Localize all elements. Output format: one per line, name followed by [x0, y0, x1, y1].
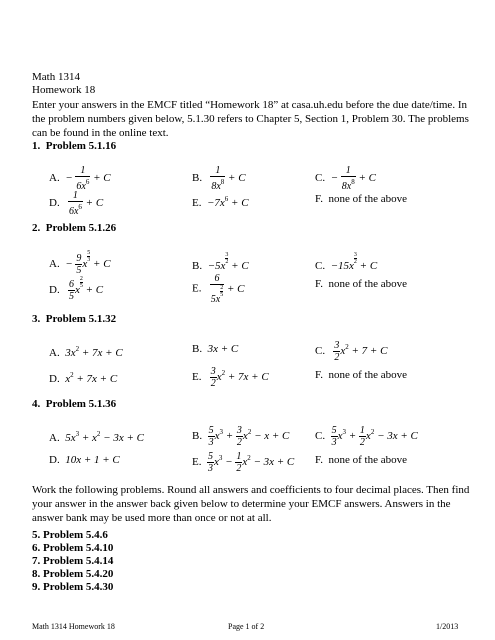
p2-choice-c: C. −15x $\frac{3}{2}$ + C	[315, 252, 378, 272]
p4-choice-b: B. $\frac{5}{3}$ $x^3$ + $\frac{3}{2}$ $x^2 - x + C$	[192, 425, 290, 448]
problem-3-heading: 3. Problem 5.1.32	[32, 313, 117, 325]
p3-choice-f: F. none of the above	[315, 369, 407, 381]
problem-2-heading: 2. Problem 5.1.26	[32, 222, 117, 234]
p2-choice-d: D. $\frac{6}{5}$ x $\frac{2}{5}$ + C	[49, 276, 104, 302]
work-problem-6: 6. Problem 5.4.10	[32, 542, 114, 554]
work-instructions: Work the following problems. Round all answers and coefficients to four decimal places. Then find your answer in the answer back given below to determine your EMCF answers. Answers in the answer bank may be used more than once or not at all.	[32, 484, 470, 524]
footer-page-number: Page 1 of 2	[228, 622, 265, 631]
p2-choice-f: F. none of the above	[315, 278, 407, 290]
problem-title: Problem 5.1.16	[45, 140, 117, 152]
p1-choice-f: F. none of the above	[315, 193, 407, 205]
p1-choice-d: D. $\frac{1}{6x^6}$ + C	[49, 190, 104, 217]
p2-choice-b: B. −5x $\frac{3}{2}$ + C	[192, 252, 249, 272]
p1-choice-e: E. $-7x^6 + C$	[192, 195, 249, 209]
p4-choice-e: E. $\frac{5}{3}$ $x^3$ − $\frac{1}{2}$ $x^2 - 3x + C$	[192, 451, 295, 474]
work-problem-9: 9. Problem 5.4.30	[32, 581, 114, 593]
problem-4-heading: 4. Problem 5.1.36	[32, 398, 117, 410]
p1-choice-c: C. − $\frac{1}{8x^8}$ + C	[315, 165, 376, 192]
footer-left: Math 1314 Homework 18	[32, 622, 115, 631]
intro-paragraph: Enter your answers in the EMCF titled “Homework 18” at casa.uh.edu before the due date/time. In the problem numbers given below, 5.1.30 refers to Chapter 5, Section 1, Problem 30. The problems can be found in the online text.	[32, 99, 469, 139]
p3-choice-c: C. $\frac{3}{2}$ $x^2 + 7 + C$	[315, 340, 388, 363]
p1-choice-b: B. $\frac{1}{8x^8}$ + C	[192, 165, 246, 192]
p3-choice-d: D. $x^2 + 7x + C$	[49, 371, 118, 385]
course-title: Math 1314	[32, 71, 80, 83]
problem-1-heading	[32, 140, 116, 153]
p4-choice-f: F. none of the above	[315, 454, 407, 466]
p2-choice-a: A. − $\frac{9}{5}$ x $\frac{5}{3}$ + C	[49, 250, 111, 276]
p4-choice-d: D. 10x + 1 + C	[49, 454, 120, 466]
p2-choice-e: E. 6 5x $\frac{2}{5}$ + C	[192, 273, 245, 305]
p3-choice-a: A. $3x^2 + 7x + C$	[49, 345, 123, 359]
footer-date: 1/2013	[436, 622, 459, 631]
p4-choice-c: C. $\frac{5}{3}$ $x^3$ + $\frac{1}{2}$ $x^2 - 3x + C$	[315, 425, 418, 448]
p3-choice-e: E. $\frac{3}{2}$ $x^2 + 7x + C$	[192, 366, 269, 389]
p1-choice-a: A. − $\frac{1}{6x^6}$ + C	[49, 165, 111, 192]
p3-choice-b: B. 3x + C	[192, 343, 239, 355]
problem-number: 1.	[32, 140, 41, 152]
homework-title: Homework 18	[32, 84, 96, 96]
work-problem-8: 8. Problem 5.4.20	[32, 568, 114, 580]
work-problem-7: 7. Problem 5.4.14	[32, 555, 114, 567]
work-problem-5: 5. Problem 5.4.6	[32, 529, 108, 541]
p4-choice-a: A. $5x^3 + x^2 - 3x + C$	[49, 430, 144, 444]
